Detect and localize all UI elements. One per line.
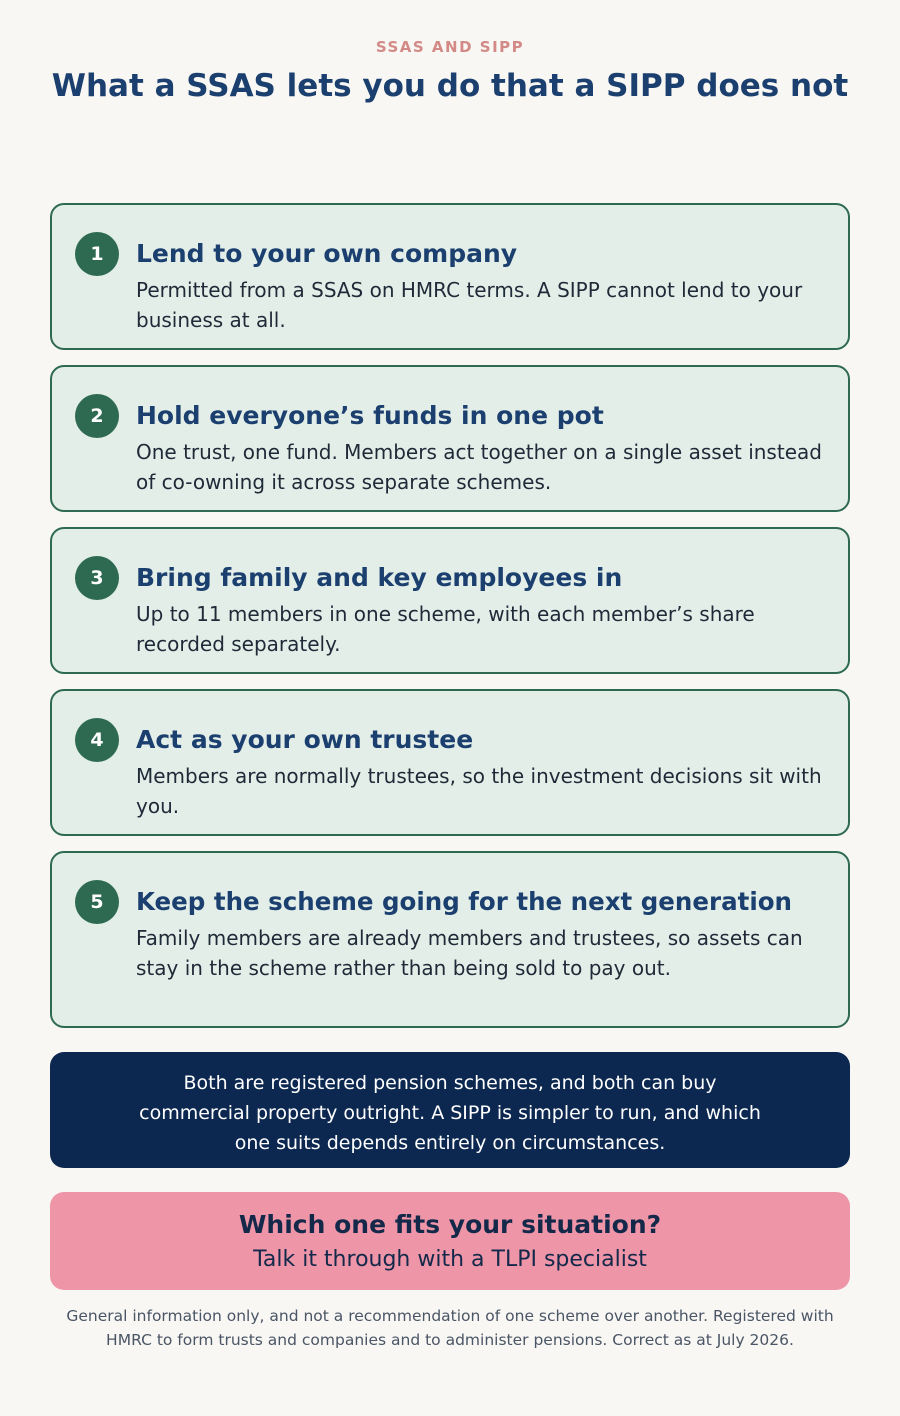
card-title: Hold everyone’s funds in one pot xyxy=(136,401,604,430)
step-number-badge: 4 xyxy=(75,718,119,762)
card-body: Family members are already members and trustees, so assets can stay in the scheme rather than being sold to pay out. xyxy=(136,926,803,980)
card-title: Lend to your own company xyxy=(136,239,518,268)
step-number-badge: 5 xyxy=(75,880,119,924)
cta-title: Which one fits your situation? xyxy=(238,1210,662,1239)
footer-disclaimer: General information only, and not a recommendation of one scheme over another. Registered with HMRC to form trusts and companies and to administer pensions. Correct as at July 2026. xyxy=(66,1307,834,1349)
card-body: Members are normally trustees, so the investment decisions sit with you. xyxy=(136,764,822,818)
card-body: One trust, one fund. Members act together on a single asset instead of co-owning it across separate schemes. xyxy=(136,440,822,494)
step-number-badge: 1 xyxy=(75,232,119,276)
step-number-badge: 3 xyxy=(75,556,119,600)
page-title: What a SSAS lets you do that a SIPP does not xyxy=(51,68,849,104)
card-title: Keep the scheme going for the next generation xyxy=(136,887,792,916)
comparison-note: Both are registered pension schemes, and both can buy commercial property outright. A SIPP is simpler to run, and which one suits depends entirely on circumstances. xyxy=(50,1052,850,1168)
benefit-card-5 xyxy=(50,851,850,1028)
benefit-card-4 xyxy=(50,689,850,836)
card-title: Bring family and key employees in xyxy=(136,563,623,592)
card-body: Up to 11 members in one scheme, with each member’s share recorded separately. xyxy=(136,602,755,656)
step-number-badge: 2 xyxy=(75,394,119,438)
card-body: Permitted from a SSAS on HMRC terms. A SIPP cannot lend to your business at all. xyxy=(136,278,803,332)
benefit-card-1 xyxy=(50,203,850,350)
benefit-card-3 xyxy=(50,527,850,674)
eyebrow-label: SSAS AND SIPP xyxy=(375,38,525,56)
cta-banner[interactable] xyxy=(50,1192,850,1290)
cta-subtitle: Talk it through with a TLPI specialist xyxy=(253,1247,647,1272)
benefit-card-2 xyxy=(50,365,850,512)
card-title: Act as your own trustee xyxy=(136,725,474,754)
